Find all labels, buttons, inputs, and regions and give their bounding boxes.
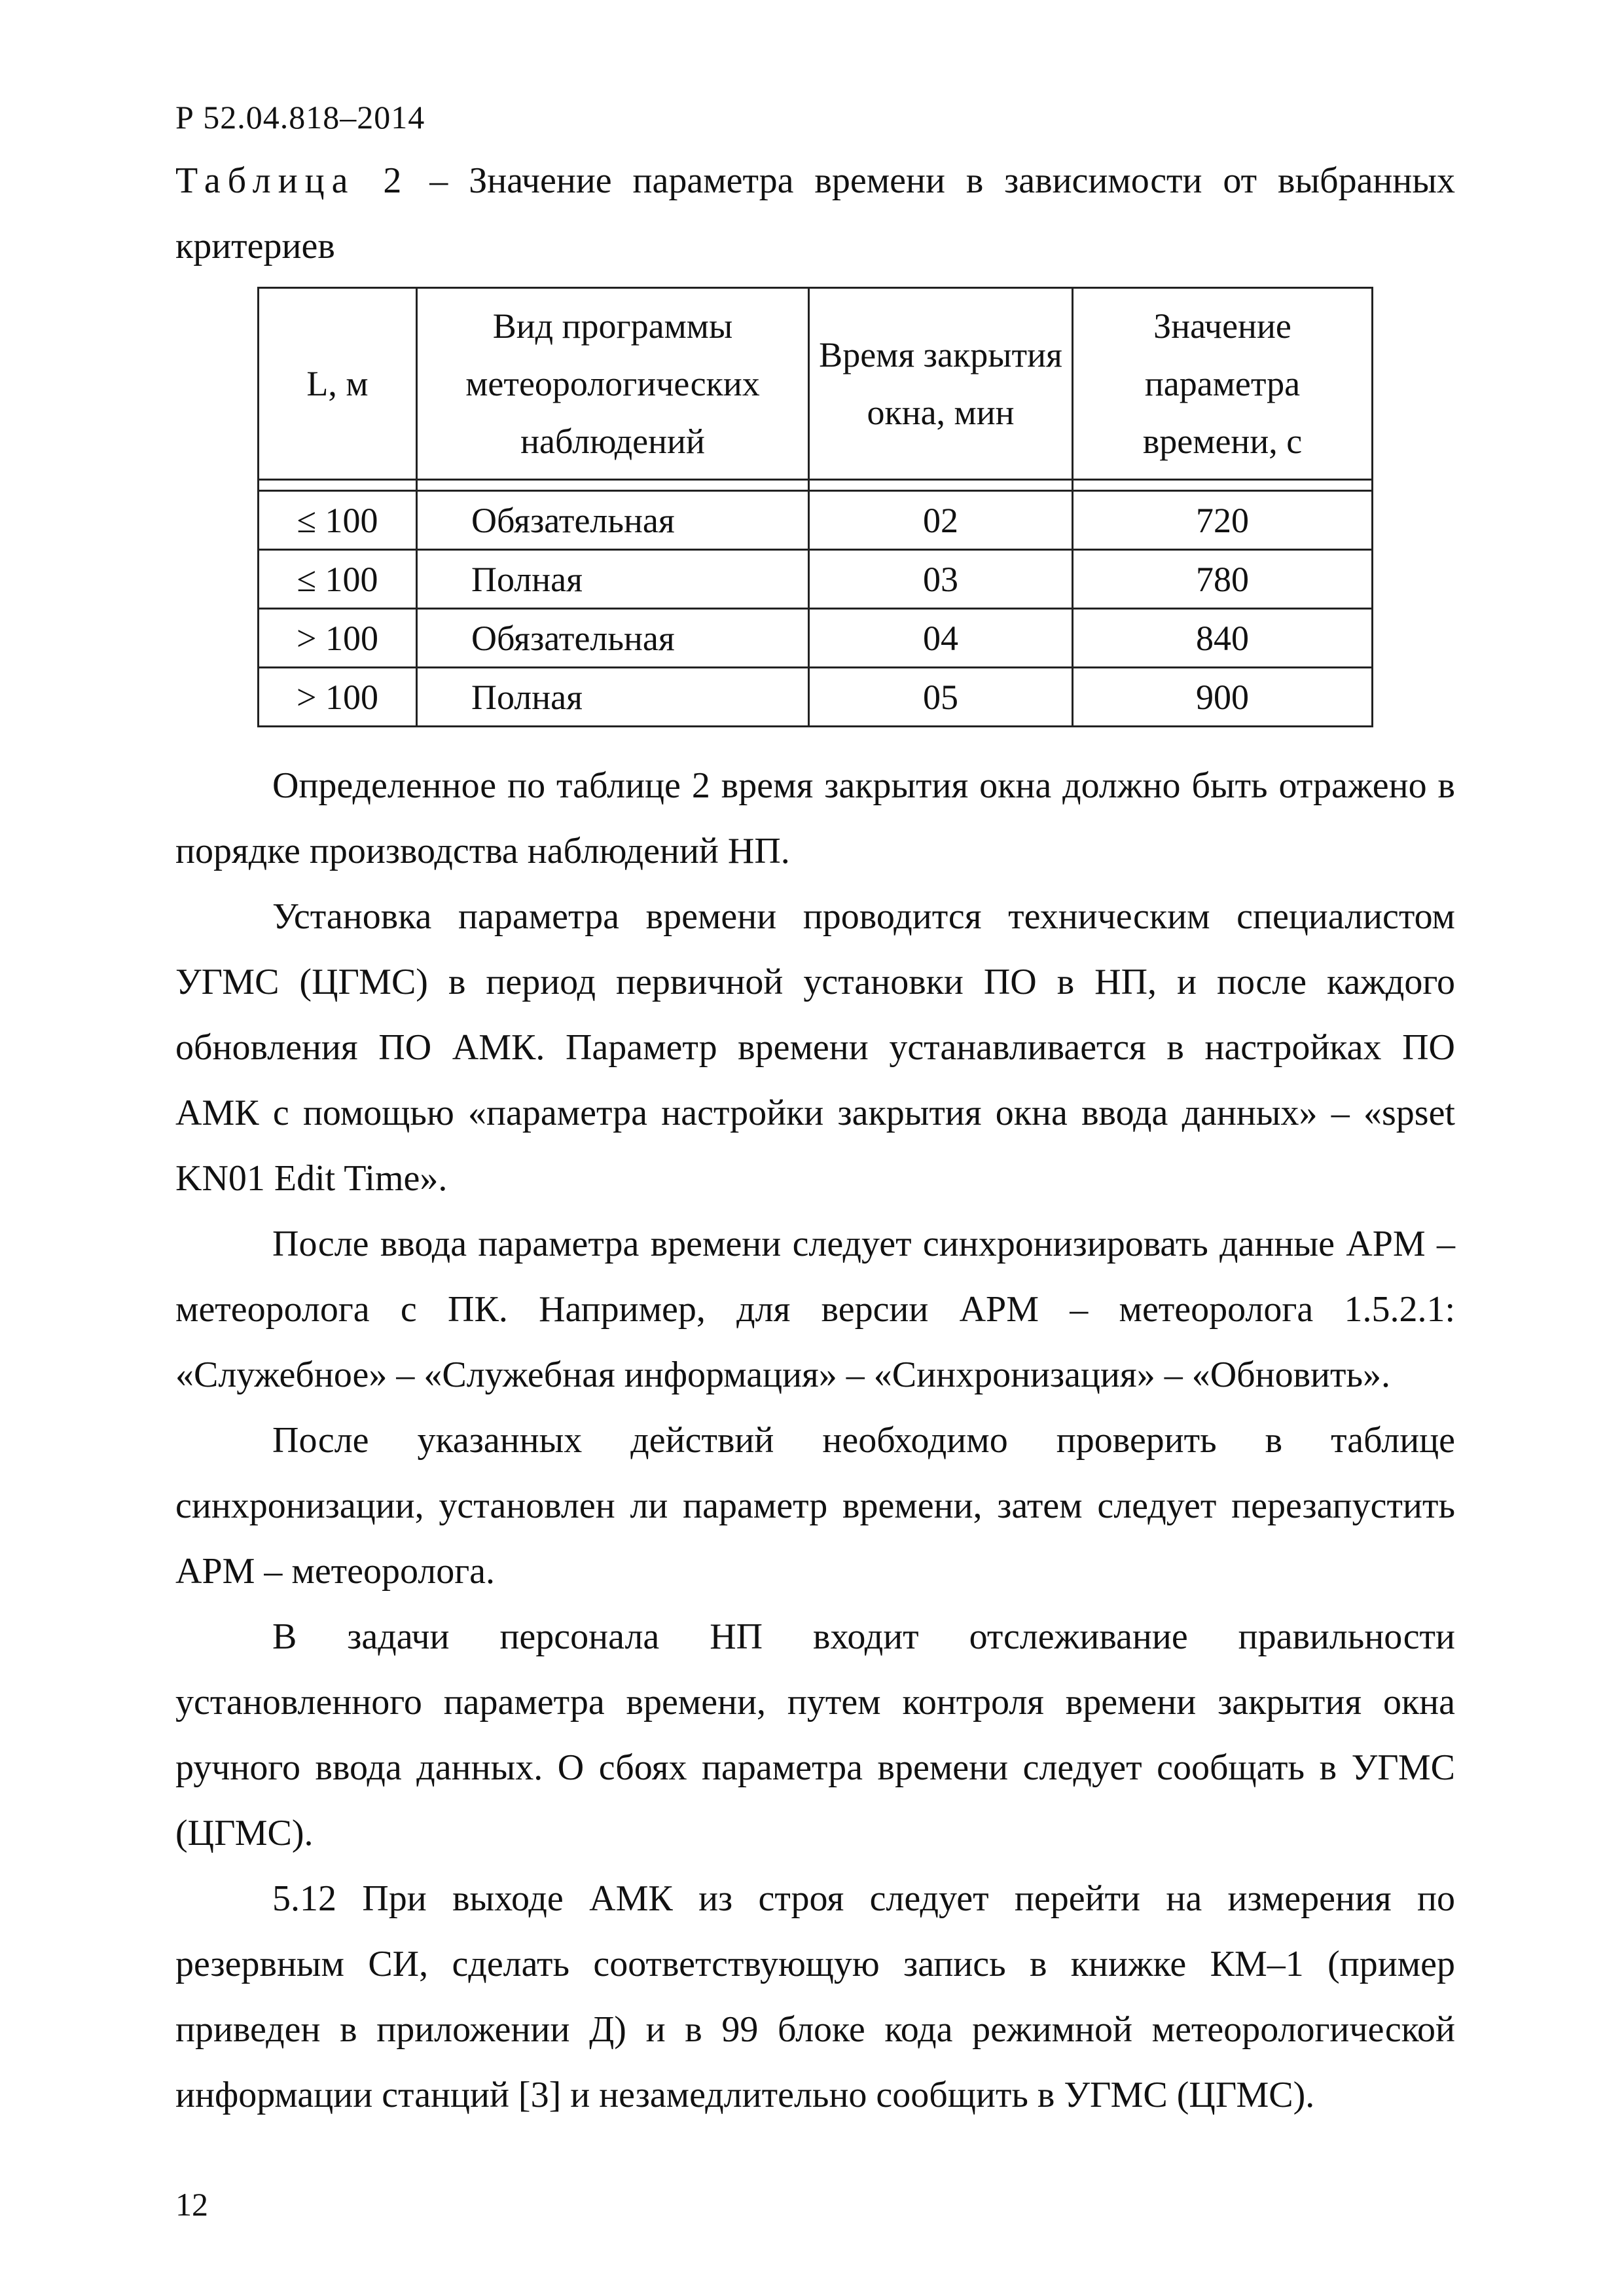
cell-program: Полная — [417, 668, 809, 727]
cell-length: ≤ 100 — [259, 550, 417, 609]
cell-program: Обязательная — [417, 491, 809, 550]
cell-param-value: 720 — [1073, 491, 1373, 550]
cell-close-time: 02 — [809, 491, 1073, 550]
table-row — [259, 609, 1373, 668]
cell-param-value: 900 — [1073, 668, 1373, 727]
table-row — [259, 668, 1373, 727]
cell-close-time: 04 — [809, 609, 1073, 668]
table-caption-text: – Значение параметра времени в зависимости от выбранных критериев — [175, 160, 1455, 266]
paragraph: 5.12 При выходе АМК из строя следует перейти на измерения по резервным СИ, сделать соответствующую запись в книжке КМ–1 (пример приведен в приложении Д) и в 99 блоке кода режимной метеорологической информации станций [3] и незамедлительно сообщить в УГМС (ЦГМС). — [175, 1878, 1455, 2115]
cell-length: > 100 — [259, 609, 417, 668]
header-cell-param-value: Значение параметра времени, с — [1073, 288, 1373, 480]
cell-param-value: 780 — [1073, 550, 1373, 609]
paragraph: После ввода параметра времени следует синхронизировать данные АРМ – метеоролога с ПК. Например, для версии АРМ – метеоролога 1.5.2.1: «Служебное» – «Служебная информация» – «Синхронизация» – «Обновить». — [175, 1224, 1455, 1395]
cell-close-time: 03 — [809, 550, 1073, 609]
header-cell-length: L, м — [259, 288, 417, 480]
document-code: Р 52.04.818–2014 — [175, 99, 425, 136]
cell-length: ≤ 100 — [259, 491, 417, 550]
paragraph: После указанных действий необходимо проверить в таблице синхронизации, установлен ли параметр времени, затем следует перезапустить АРМ – метеоролога. — [175, 1420, 1455, 1592]
table-spacer-row — [259, 480, 1373, 491]
header-cell-close-time: Время закрытия окна, мин — [809, 288, 1073, 480]
table-caption — [175, 148, 1455, 279]
table-header-row — [259, 288, 1373, 480]
header-cell-program: Вид программы метеорологических наблюдений — [417, 288, 809, 480]
body-text — [175, 753, 1455, 2128]
table-row — [259, 550, 1373, 609]
paragraph: В задачи персонала НП входит отслеживание правильности установленного параметра времени, путем контроля времени закрытия окна ручного ввода данных. О сбоях параметра времени следует сообщать в УГМС (ЦГМС). — [175, 1616, 1455, 1853]
paragraph: Определенное по таблице 2 время закрытия окна должно быть отражено в порядке производства наблюдений НП. — [175, 765, 1455, 871]
cell-program: Полная — [417, 550, 809, 609]
table-caption-lead: Таблица 2 — [175, 160, 409, 201]
cell-program: Обязательная — [417, 609, 809, 668]
table-row — [259, 491, 1373, 550]
cell-close-time: 05 — [809, 668, 1073, 727]
parameter-table — [257, 287, 1373, 727]
cell-length: > 100 — [259, 668, 417, 727]
paragraph: Установка параметра времени проводится техническим специалистом УГМС (ЦГМС) в период первичной установки ПО в НП, и после каждого обновления ПО АМК. Параметр времени устанавливается в настройках ПО АМК с помощью «параметра настройки закрытия окна ввода данных» – «spset KN01 Edit Time». — [175, 896, 1455, 1199]
page-number: 12 — [175, 2186, 208, 2223]
cell-param-value: 840 — [1073, 609, 1373, 668]
